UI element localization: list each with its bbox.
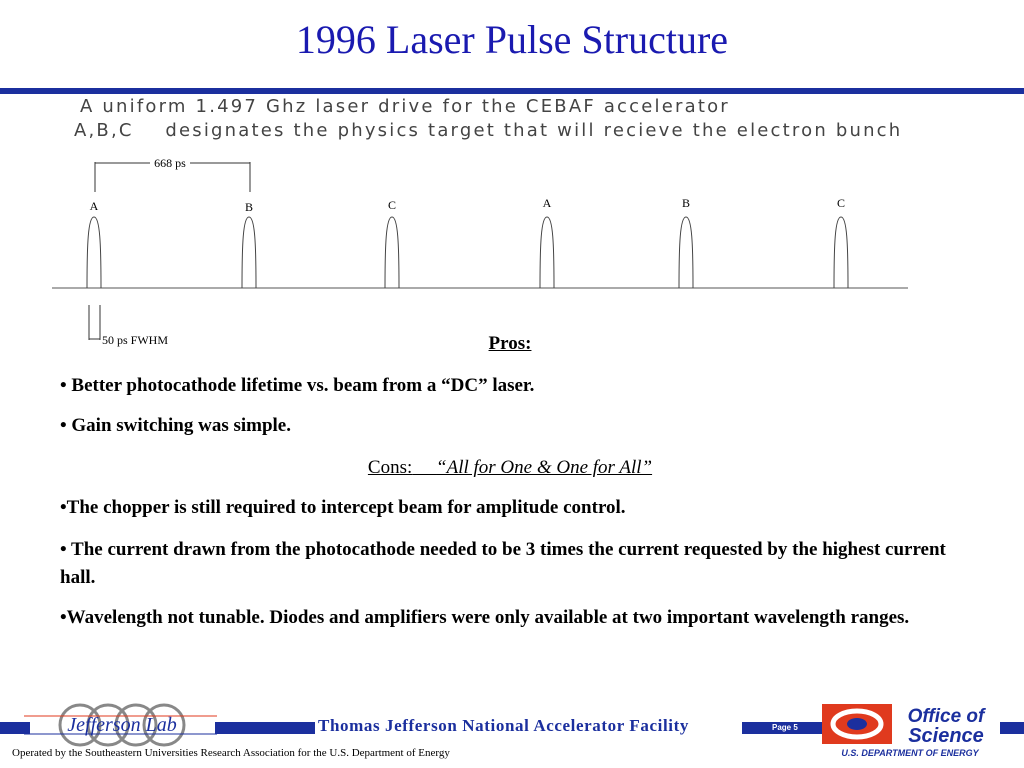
pulse-label-1: A — [89, 199, 99, 213]
diagram-caption-1: A uniform 1.497 Ghz laser drive for the CEBAF accelerator — [80, 96, 730, 117]
cons-item: •The chopper is still required to intercept beam for amplitude control. — [60, 497, 626, 518]
office-of-science-logo — [822, 702, 1007, 762]
fwhm-label: 50 ps FWHM — [102, 333, 169, 347]
facility-name: Thomas Jefferson National Accelerator Facility — [318, 716, 689, 735]
pulse-diagram — [0, 150, 1024, 350]
office-line1: Office of — [907, 706, 985, 727]
pros-heading-row — [60, 330, 960, 358]
cons-item: •Wavelength not tunable. Diodes and amplifiers were only available at two important wavelength ranges. — [60, 607, 910, 628]
pros-item: • Gain switching was simple. — [60, 415, 291, 436]
cons-heading: Cons: — [367, 457, 413, 478]
pulse-1 — [87, 217, 101, 288]
pulse-2 — [242, 217, 256, 288]
spacing-label: 668 ps — [154, 156, 186, 170]
pulse-4 — [540, 217, 554, 288]
office-line2: Science — [908, 725, 984, 747]
lab-logo-text: Jefferson Lab — [67, 714, 177, 736]
pulse-group — [87, 196, 848, 288]
title-divider — [0, 88, 1024, 94]
pulse-label-2: B — [244, 200, 254, 214]
pulse-5 — [679, 217, 693, 288]
pros-heading: Pros: — [488, 333, 532, 354]
diagram-caption-2: A,B,C designates the physics target that will recieve the electron bunch — [74, 120, 903, 141]
pulse-6 — [834, 217, 848, 288]
cons-item: • The current drawn from the photocathode needed to be 3 times the current requested by the highest current hall. — [60, 539, 946, 588]
pulse-label-5: B — [681, 196, 691, 210]
pulse-label-6: C — [836, 196, 846, 210]
operated-by-text: Operated by the Southeastern Universities Research Association for the U.S. Department of Energy — [12, 747, 450, 759]
pros-item: • Better photocathode lifetime vs. beam from a “DC” laser. — [60, 375, 535, 396]
pulse-label-4: A — [542, 196, 552, 210]
jefferson-lab-logo — [22, 700, 222, 750]
page-number: Page 5 — [772, 723, 798, 732]
doe-text: U.S. DEPARTMENT OF ENERGY — [841, 748, 979, 758]
page-title: 1996 Laser Pulse Structure — [295, 17, 729, 62]
pulse-3 — [385, 217, 399, 288]
cons-subtitle: “All for One & One for All” — [436, 457, 653, 478]
pulse-label-3: C — [387, 198, 397, 212]
cons-heading-row — [60, 454, 960, 482]
